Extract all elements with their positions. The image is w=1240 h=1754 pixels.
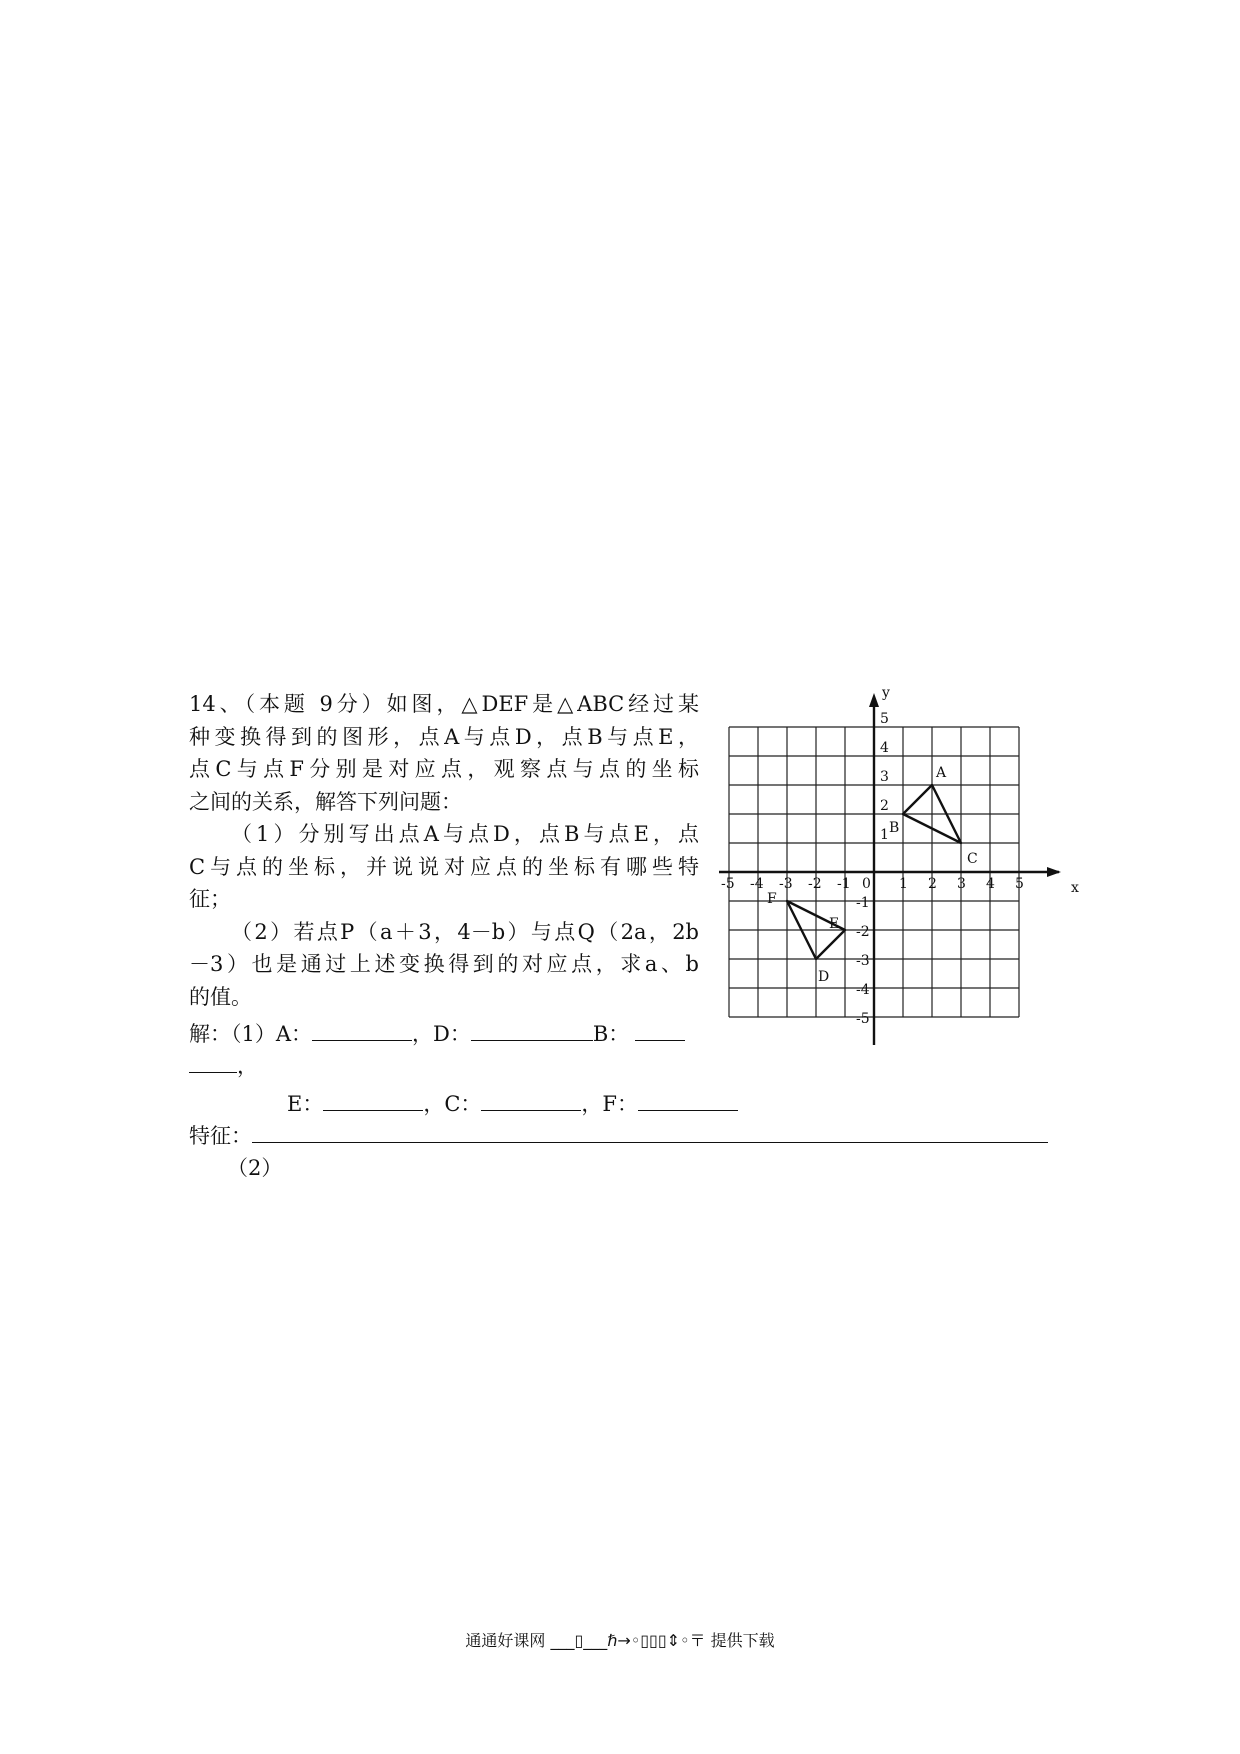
x-tick-label: -3 bbox=[779, 876, 793, 892]
c-label: ，C： bbox=[423, 1092, 482, 1116]
x-tick-label: -1 bbox=[837, 876, 851, 892]
answer-blank-f[interactable] bbox=[638, 1088, 738, 1111]
answer-blank-e[interactable] bbox=[323, 1088, 423, 1111]
x-tick-label: -5 bbox=[721, 876, 735, 892]
problem-line: 点C与点F分别是对应点，观察点与点的坐标 bbox=[189, 757, 699, 781]
point-label-b: B bbox=[889, 820, 900, 836]
x-axis-arrow-icon bbox=[1047, 867, 1061, 877]
answer-blank-c[interactable] bbox=[481, 1088, 581, 1111]
y-tick-label: 4 bbox=[880, 740, 889, 756]
coordinate-graph bbox=[721, 685, 1084, 1060]
x-tick-label: -4 bbox=[750, 876, 764, 892]
y-tick-label: 5 bbox=[880, 711, 889, 727]
e-label: E： bbox=[287, 1092, 324, 1116]
x-tick-label: -2 bbox=[808, 876, 822, 892]
coordinate-plane bbox=[721, 685, 1084, 1060]
x-tick-label: 3 bbox=[957, 876, 966, 892]
problem-text bbox=[189, 688, 699, 1013]
point-label-e: E bbox=[829, 916, 840, 932]
problem-line: 之间的关系，解答下列问题： bbox=[189, 789, 462, 814]
problem-line: －3）也是通过上述变换得到的对应点，求a、b bbox=[189, 952, 699, 976]
y-tick-label: -5 bbox=[856, 1011, 870, 1027]
part-2-label: （2） bbox=[227, 1156, 283, 1180]
answer-blank-b[interactable] bbox=[635, 1018, 685, 1041]
answer-blank-a[interactable] bbox=[312, 1018, 412, 1041]
feature-label: 特征： bbox=[189, 1124, 252, 1148]
problem-line: 种变换得到的图形，点A与点D，点B与点E， bbox=[189, 724, 699, 749]
answer-prefix: 解：（1）A： bbox=[189, 1022, 313, 1046]
point-label-f: F bbox=[767, 891, 777, 907]
origin-label: 0 bbox=[862, 876, 871, 892]
comma: ， bbox=[237, 1054, 258, 1078]
answer-line-2 bbox=[287, 1088, 738, 1118]
y-tick-label: -4 bbox=[856, 982, 870, 998]
feature-blank[interactable] bbox=[252, 1120, 1048, 1143]
answer-line-1 bbox=[189, 1018, 685, 1048]
y-tick-label: -2 bbox=[856, 924, 870, 940]
problem-line: 征； bbox=[189, 887, 231, 911]
f-label: ，F： bbox=[581, 1092, 638, 1116]
b-label: B： bbox=[592, 1022, 630, 1046]
point-label-a: A bbox=[936, 765, 947, 781]
x-tick-label: 5 bbox=[1015, 876, 1024, 892]
y-tick-label: 1 bbox=[880, 827, 889, 843]
x-axis-label: x bbox=[1071, 880, 1079, 896]
y-tick-label: -1 bbox=[856, 895, 870, 911]
problem-line: （2）若点P（a＋3，4－b）与点Q（2a，2b bbox=[231, 919, 699, 944]
x-tick-label: 4 bbox=[986, 876, 995, 892]
answer-line-1-cont bbox=[189, 1050, 258, 1080]
answer-blank-b-cont[interactable] bbox=[189, 1050, 237, 1073]
problem-line: 14、（本题 9分）如图，△DEF是△ABC经过某 bbox=[189, 692, 699, 716]
point-label-c: C bbox=[967, 851, 978, 867]
y-tick-label: -3 bbox=[856, 953, 870, 969]
answer-blank-d[interactable] bbox=[471, 1018, 593, 1041]
x-tick-label: 1 bbox=[899, 876, 908, 892]
y-axis-label: y bbox=[882, 685, 890, 701]
problem-line: （1）分别写出点A与点D，点B与点E，点 bbox=[231, 822, 699, 846]
y-tick-label: 2 bbox=[880, 798, 889, 814]
y-tick-label: 3 bbox=[880, 769, 889, 785]
d-label: ，D： bbox=[412, 1022, 471, 1046]
problem-line: 的值。 bbox=[189, 984, 252, 1009]
problem-line: C与点的坐标，并说说对应点的坐标有哪些特 bbox=[189, 854, 699, 879]
footer-text: 通通好课网 ___▯___ℏ→◦▯▯▯⇕◦〒 提供下载 bbox=[465, 1631, 775, 1650]
point-label-d: D bbox=[818, 969, 830, 985]
y-axis-arrow-icon bbox=[869, 693, 879, 707]
x-tick-label: 2 bbox=[928, 876, 937, 892]
feature-line bbox=[189, 1120, 1048, 1150]
